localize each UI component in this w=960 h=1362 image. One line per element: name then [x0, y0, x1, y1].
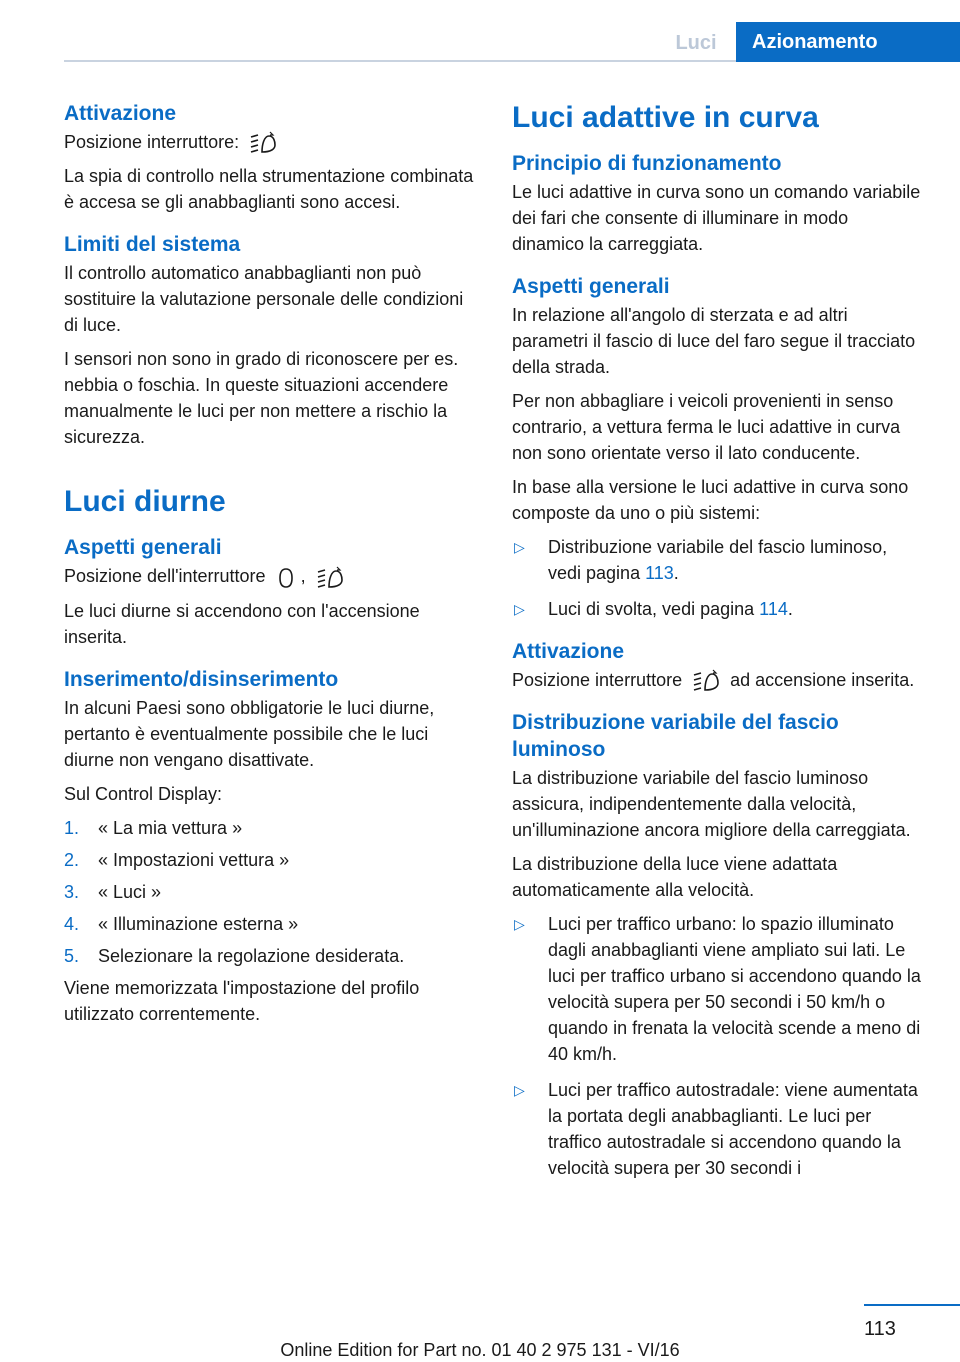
page-number: 113 — [864, 1318, 896, 1340]
attivazione-text: La spia di controllo nella strumentazione combinata è accesa se gli anabbaglianti sono accesi. — [64, 166, 474, 213]
list-item: ▷ Luci per traffico urbano: lo spazio illuminato dagli anabbaglianti viene ampliato sui lati. Le luci per traffico urbano si accendono quando la velocità supera per 50 secondi i 50 km/h o quando in frenata la velocità scende a meno di 40 km/h. — [512, 911, 924, 1067]
list-item: ▷ Luci per traffico autostradale: viene aumentata la portata degli anabbaglianti. Le luci per traffico autostradale si accendono quando la velocità supera per 30 secondi i — [512, 1077, 924, 1181]
footer-rule — [864, 1304, 960, 1306]
edition-footer: Online Edition for Part no. 01 40 2 975 131 - VI/16 — [280, 1340, 680, 1360]
list-item: 3. « Luci » — [64, 881, 162, 902]
section-title-attivazione: Attivazione — [64, 102, 177, 125]
systems-list — [512, 534, 924, 622]
principio-text: Le luci adattive in curva sono un comando variabile dei fari che consente di illuminare in modo dinamico la carreggiata. — [512, 182, 921, 254]
position-line — [64, 129, 474, 155]
daytime-light-icon — [275, 566, 297, 590]
list-item: 1. « La mia vettura » — [64, 817, 243, 838]
closing-text: Viene memorizzata l'impostazione del profilo utilizzato correntemente. — [64, 977, 420, 1024]
aspetti-p1: In relazione all'angolo di sterzata e ad altri parametri il fascio di luce del faro segue il tracciato della strada. — [512, 305, 916, 377]
auto-light-icon — [691, 669, 721, 693]
switch-position-line — [64, 563, 474, 589]
header-tab: Azionamento — [736, 22, 960, 62]
header-section: Luci — [675, 32, 717, 54]
section-title-inserimento: Inserimento/disinserimento — [64, 667, 339, 691]
left-column — [64, 100, 474, 1035]
list-item: 5. Selezionare la regolazione desiderata. — [64, 945, 405, 966]
list-item: 4. « Illuminazione esterna » — [64, 913, 299, 934]
limiti-p2: I sensori non sono in grado di riconoscere per es. nebbia o foschia. In queste situazioni accendere manualmente le luci per non mettere a rischio la sicurezza. — [64, 349, 459, 448]
limiti-p1: Il controllo automatico anabbaglianti non può sostituire la valutazione personale delle condizioni di luce. — [64, 263, 464, 336]
list-item: ▷ Distribuzione variabile del fascio luminoso, vedi pagina 113. — [512, 534, 924, 586]
separator-comma: , — [300, 566, 306, 587]
inserimento-text: In alcuni Paesi sono obbligatorie le luci diurne, pertanto è eventualmente possibile che le luci diurne non vengano disattivate. — [64, 697, 435, 770]
control-display-intro: Sul Control Display: — [64, 783, 223, 804]
steps-list — [64, 815, 474, 969]
section-title-aspetti-generali: Aspetti generali — [64, 536, 222, 560]
section-title-aspetti: Aspetti generali — [512, 275, 670, 298]
chapter-title-luci-adattive: Luci adattive in curva — [512, 101, 819, 134]
section-title-attivazione-right: Attivazione — [512, 640, 625, 663]
aspetti-text: Le luci diurne si accendono con l'accensione inserita. — [64, 600, 420, 647]
distribuzione-p1: La distribuzione variabile del fascio luminoso assicura, indipendentemente dalla velocità, un'illuminazione ancora migliore della carreggiata. — [512, 768, 911, 841]
distribution-list — [512, 911, 924, 1181]
position-label: Posizione interruttore: — [64, 132, 240, 152]
attivazione-right-text: Posizione interruttore ad accensione inserita. — [512, 667, 924, 693]
triangle-bullet-icon: ▷ — [514, 916, 525, 933]
page-link-114[interactable]: 114 — [759, 599, 788, 619]
chapter-title-luci-diurne: Luci diurne — [64, 485, 226, 519]
switch-position-label: Posizione dell'interruttore — [64, 566, 266, 587]
page-link-113[interactable]: 113 — [645, 563, 674, 583]
section-title-principio: Principio di funzionamento — [512, 152, 782, 175]
triangle-bullet-icon: ▷ — [514, 1082, 525, 1099]
section-title-distribuzione: Distribuzione variabile del fascio luminoso — [512, 711, 839, 762]
triangle-bullet-icon: ▷ — [514, 601, 525, 617]
right-column — [512, 100, 924, 1191]
distribuzione-p2: La distribuzione della luce viene adattata automaticamente alla velocità. — [512, 854, 838, 901]
triangle-bullet-icon: ▷ — [514, 539, 525, 555]
section-title-limiti: Limiti del sistema — [64, 233, 241, 257]
auto-light-icon — [315, 566, 345, 590]
aspetti-p3: In base alla versione le luci adattive in curva sono composte da uno o più sistemi: — [512, 477, 909, 523]
list-item: ▷ Luci di svolta, vedi pagina 114. — [512, 596, 924, 622]
list-item: 2. « Impostazioni vettura » — [64, 849, 290, 870]
auto-light-icon — [248, 131, 278, 155]
aspetti-p2: Per non abbagliare i veicoli provenienti in senso contrario, a vettura ferma le luci adattive in curva non sono orientate verso il lato conducente. — [512, 391, 901, 463]
